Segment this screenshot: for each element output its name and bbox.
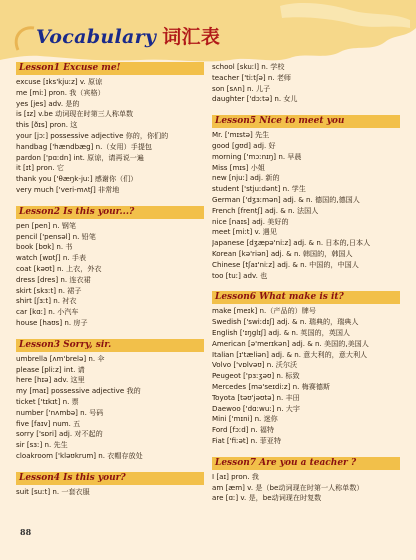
vocab-entry: Chinese [tʃaɪ'niːz] adj. & n. 中国的，中国人: [212, 259, 359, 269]
lesson-heading: Lesson6 What make is it?: [212, 291, 400, 304]
vocab-entry: Mini ['mɪni] n. 迷你: [212, 414, 278, 424]
vocab-entry: sorry ['sɒri] adj. 对不起的: [16, 429, 103, 439]
vocab-entry: new [njuː] adj. 新的: [212, 173, 280, 183]
vocab-entry: five [faɪv] num. 五: [16, 418, 81, 428]
title-english: Vocabulary: [36, 26, 157, 48]
vocab-entry: please [pliːz] int. 请: [16, 364, 85, 374]
page-title: [36, 22, 220, 49]
vocab-entry: my [maɪ] possessive adjective 我的: [16, 386, 141, 396]
vocab-entry: cloakroom ['kləʊkrum] n. 衣帽存放处: [16, 450, 143, 460]
vocab-entry: me [miː] pron. 我（宾格）: [16, 87, 105, 97]
vocab-entry: pencil ['pensəl] n. 铅笔: [16, 231, 96, 241]
vocab-entry: meet [miːt] v. 遇见: [212, 227, 277, 237]
vocab-entry: this [ðɪs] pron. 这: [16, 120, 78, 130]
vocab-entry: sir [sɜː] n. 先生: [16, 440, 68, 450]
title-chinese: 词汇表: [162, 26, 221, 48]
page-number: 88: [20, 527, 32, 537]
vocab-entry: Mr. ['mɪstə] 先生: [212, 130, 270, 140]
vocab-entry: thank you ['θæŋk-juː] 感谢你（们）: [16, 174, 138, 184]
vocab-entry: your [jɔː] possessive adjective 你的，你们的: [16, 130, 169, 140]
vocab-entry: pen [pen] n. 钢笔: [16, 220, 76, 230]
vocab-entry: Daewoo ['dɑːwuː] n. 大宇: [212, 403, 300, 413]
vocab-entry: Swedish ['swiːdɪʃ] adj. & n. 瑞典的，瑞典人: [212, 317, 359, 327]
vocab-entry: excuse [ɪks'kjuːz] v. 原谅: [16, 77, 103, 86]
vocab-entry: student ['stjuːdənt] n. 学生: [212, 184, 306, 194]
vocab-entry: Japanese [dʒæpə'niːz] adj. & n. 日本的,日本人: [212, 238, 371, 248]
vocab-entry: ticket ['tɪkɪt] n. 票: [16, 396, 79, 406]
lesson-heading: Lesson7 Are you a teacher ?: [212, 457, 400, 470]
vocab-entry: daughter ['dɔːtə] n. 女儿: [212, 94, 298, 104]
vocab-entry: handbag ['hændbæg] n.（女用）手提包: [16, 141, 153, 151]
vocab-entry: am [æm] v. 是（be动词现在时第一人称单数）: [212, 482, 364, 492]
vocab-entry: Miss [mɪs] 小姐: [212, 162, 265, 172]
vocab-entry: son [sʌn] n. 儿子: [212, 83, 271, 93]
vocab-entry: pardon ['pɑːdn] int. 原谅，请再说一遍: [16, 152, 144, 162]
vocab-entry: nice [naɪs] adj. 美好的: [212, 216, 289, 226]
vocab-entry: Italian [ɪ'tæliən] adj. & n. 意大利的，意大利人: [212, 349, 368, 359]
vocab-entry: shirt [ʃɜːt] n. 衬衣: [16, 296, 77, 306]
vocab-entry: watch [wɒtʃ] n. 手表: [16, 253, 87, 263]
vocab-entry: Peugeot ['pɜːʒəʊ] n. 标致: [212, 371, 300, 381]
vocab-entry: umbrella [ʌm'brelə] n. 伞: [16, 353, 105, 363]
vocab-entry: too [tuː] adv. 也: [212, 270, 268, 280]
vocab-entry: teacher ['tiːtʃə] n. 老师: [212, 72, 292, 82]
vocab-entry: are [ɑː] v. 是，be动词现在时复数: [212, 493, 322, 503]
vocab-entry: is [ɪz] v.be 动词现在时第三人称单数: [16, 109, 134, 119]
lesson-heading: Lesson4 Is this your?: [16, 472, 204, 485]
lesson-heading: Lesson5 Nice to meet you: [212, 115, 400, 128]
lesson-heading: Lesson3 Sorry, sir.: [16, 339, 204, 352]
vocab-entry: good [gʊd] adj. 好: [212, 140, 276, 150]
vocab-entry: Ford [fɔːd] n. 福特: [212, 425, 274, 435]
vocab-entry: it [ɪt] pron. 它: [16, 163, 64, 173]
vocab-entry: Mercedes [mə'seɪdiːz] n. 梅赛德斯: [212, 381, 331, 391]
vocab-entry: Toyota [təʊ'jəʊtə] n. 丰田: [212, 392, 300, 402]
vocab-entry: Korean [kə'riən] adj. & n. 韩国的，韩国人: [212, 248, 353, 258]
vocab-entry: book [bʊk] n. 书: [16, 242, 73, 252]
vocab-entry: coat [kəʊt] n. 上衣，外衣: [16, 263, 102, 273]
vocab-entry: English ['ɪŋglɪʃ] adj. & n. 英国的，英国人: [212, 327, 351, 337]
vocab-entry: Fiat ['fiːət] n. 菲亚特: [212, 435, 281, 445]
vocab-entry: car [kɑː] n. 小汽车: [16, 307, 79, 317]
vocab-entry: yes [jes] adv. 是的: [16, 98, 80, 108]
vocab-entry: French [frentʃ] adj. & n. 法国人: [212, 205, 319, 215]
vocab-entry: I [aɪ] pron. 我: [212, 471, 259, 481]
left-column: [16, 62, 204, 498]
vocab-entry: here [hɪə] adv. 这里: [16, 375, 85, 385]
vocab-entry: suit [suːt] n. 一套衣服: [16, 486, 90, 496]
vocab-entry: number ['nʌmbə] n. 号码: [16, 407, 104, 417]
lesson-heading: Lesson2 Is this your...?: [16, 206, 204, 219]
vocab-entry: German ['dʒɜːmən] adj. & n. 德国的,德国人: [212, 194, 360, 204]
vocab-entry: skirt [skɜːt] n. 裙子: [16, 285, 82, 295]
vocab-entry: dress [dres] n. 连衣裙: [16, 274, 91, 284]
vocab-entry: make [meɪk] n.（产品的）牌号: [212, 306, 316, 316]
vocab-entry: American [ə'merɪkən] adj. & n. 美国的,美国人: [212, 338, 369, 348]
vocab-entry: Volvo ['vɒlvəʊ] n. 沃尔沃: [212, 360, 298, 370]
vocab-entry: house [haʊs] n. 房子: [16, 317, 88, 327]
lesson-heading: Lesson1 Excuse me!: [16, 62, 204, 75]
vocab-entry: morning ['mɔːnɪŋ] n. 早晨: [212, 151, 302, 161]
vocab-entry: very much ['veri-mʌtʃ] 非常地: [16, 184, 120, 194]
right-column: [212, 62, 400, 504]
vocab-entry: school [skuːl] n. 学校: [212, 62, 285, 71]
